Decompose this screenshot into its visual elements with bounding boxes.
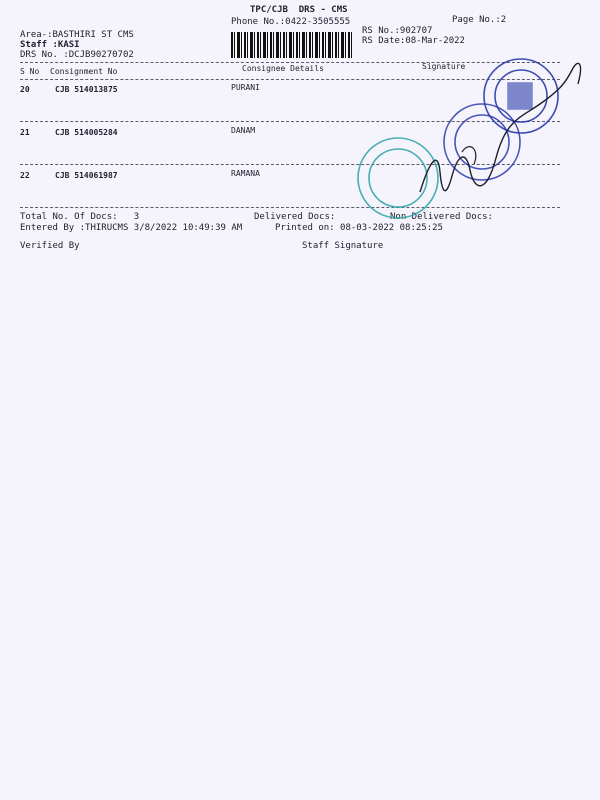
row-sno: 21 bbox=[20, 128, 30, 137]
printed-on: Printed on: 08-03-2022 08:25:25 bbox=[275, 223, 443, 233]
col-consignee-details: Consignee Details bbox=[242, 64, 324, 73]
page-number: Page No.:2 bbox=[452, 15, 507, 25]
area-label: Area-:BASTHIRI ST CMS bbox=[20, 30, 134, 40]
row-consignee: RAMANA bbox=[231, 169, 260, 178]
col-sno: S No bbox=[20, 67, 40, 76]
total-docs: Total No. Of Docs: 3 bbox=[20, 212, 140, 222]
row-consignment: CJB 514061987 bbox=[55, 171, 118, 180]
staff-signature: Staff Signature bbox=[302, 241, 384, 251]
col-consignment: Consignment No bbox=[50, 67, 118, 76]
document-title: TPC/CJB DRS - CMS bbox=[250, 5, 348, 15]
row-consignee: DANAM bbox=[231, 126, 256, 135]
company-stamp bbox=[0, 0, 600, 260]
delivered-docs: Delivered Docs: bbox=[254, 212, 336, 222]
col-signature: Signature bbox=[422, 62, 466, 71]
phone-number: Phone No.:0422-3505555 bbox=[231, 17, 351, 27]
row-consignee: PURANI bbox=[231, 83, 260, 92]
entered-by: Entered By :THIRUCMS 3/8/2022 10:49:39 AM bbox=[20, 223, 243, 233]
drs-number: DRS No. :DCJB90270702 bbox=[20, 50, 134, 60]
verified-by: Verified By bbox=[20, 241, 80, 251]
non-delivered-docs: Non Delivered Docs: bbox=[390, 212, 493, 222]
rs-date: RS Date:08-Mar-2022 bbox=[362, 36, 465, 46]
row-sno: 22 bbox=[20, 171, 30, 180]
row-consignment: CJB 514005284 bbox=[55, 128, 118, 137]
row-sno: 20 bbox=[20, 85, 30, 94]
staff-label: Staff :KASI bbox=[20, 40, 80, 50]
rs-number: RS No.:902707 bbox=[362, 26, 433, 36]
row-consignment: CJB 514013875 bbox=[55, 85, 118, 94]
